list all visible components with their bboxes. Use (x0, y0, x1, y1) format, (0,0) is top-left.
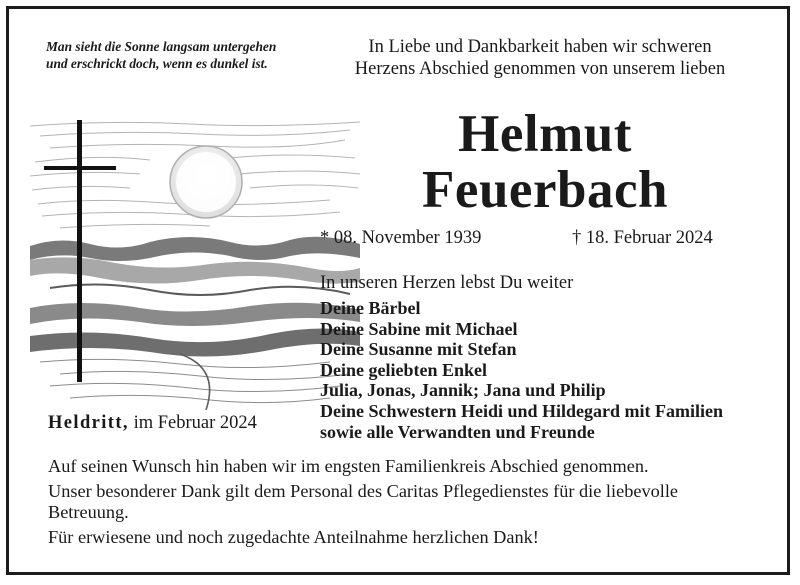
closing-line: Unser besonderer Dank gilt dem Personal des Caritas Pflegedienstes für die liebevolle Betreuung. (48, 481, 679, 522)
closing-line: Für erwiesene und noch zugedachte Anteilnahme herzlichen Dank! (48, 527, 539, 547)
heart-line: In unseren Herzen lebst Du weiter (320, 273, 574, 293)
deceased-name (390, 106, 700, 218)
mourner-line: Julia, Jonas, Jannik; Jana und Philip (320, 380, 606, 401)
mourners-list (320, 298, 723, 442)
intro-text: In Liebe und Dankbarkeit haben wir schweren Herzens Abschied genommen von unserem lieben (354, 37, 726, 79)
landscape-sketch (30, 118, 360, 410)
mourner-line: Deine Susanne mit Stefan (320, 339, 517, 360)
mourner-line: Deine Sabine mit Michael (320, 318, 518, 339)
deceased-last-name: Feuerbach (422, 161, 668, 219)
place-and-date (48, 413, 257, 434)
closing-text (48, 456, 738, 552)
closing-line: Auf seinen Wunsch hin haben wir im engsten Familienkreis Abschied genommen. (48, 456, 649, 476)
mourner-line: Deine Bärbel (320, 298, 421, 318)
death-date: † 18. Februar 2024 (572, 228, 713, 248)
mourner-line: Deine geliebten Enkel (320, 359, 487, 380)
birth-date: * 08. November 1939 (320, 228, 482, 248)
mourner-line: Deine Schwestern Heidi und Hildegard mit Familien (320, 400, 723, 421)
sun-icon (170, 146, 242, 218)
place-date: im Februar 2024 (128, 413, 257, 433)
place-town: Heldritt, (48, 413, 129, 433)
water-strokes (40, 354, 350, 410)
deceased-first-name: Helmut (458, 105, 632, 163)
mourner-line: sowie alle Verwandten und Freunde (320, 421, 595, 442)
motto-quote: Man sieht die Sonne langsam untergehen und erschrickt doch, wenn es dunkel ist. (46, 39, 277, 71)
